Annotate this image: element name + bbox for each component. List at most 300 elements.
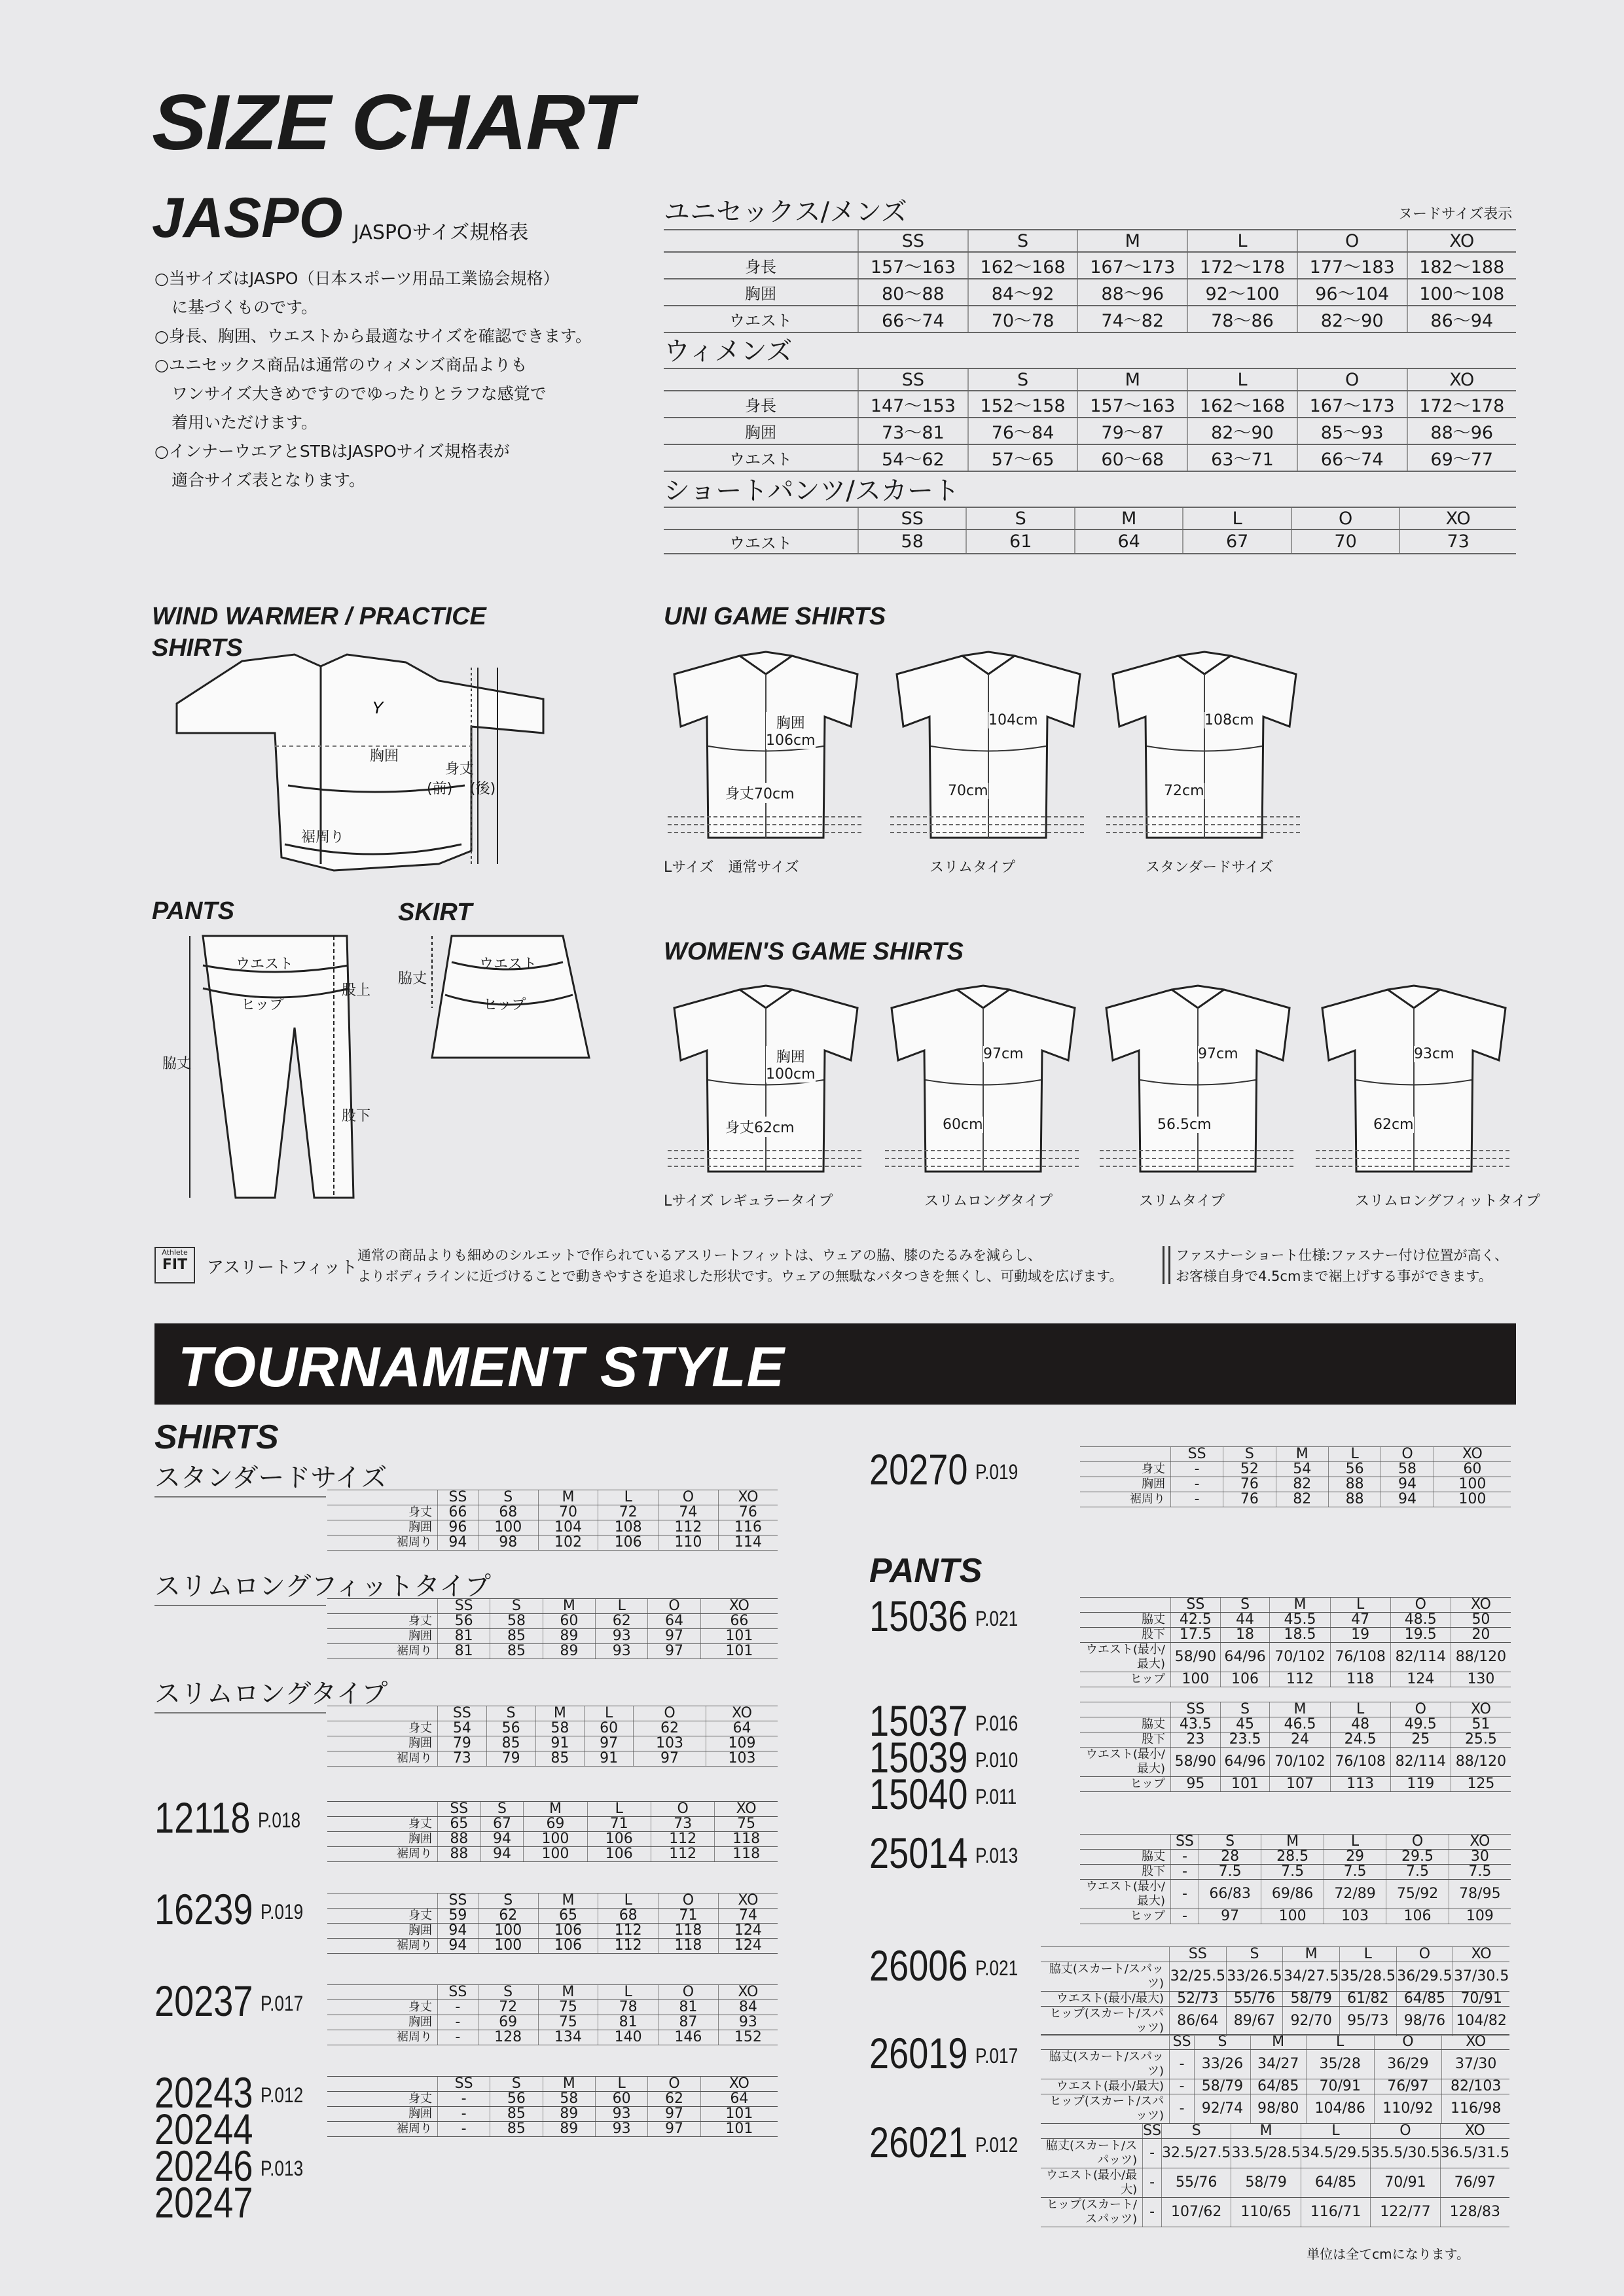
table-cell: 56 bbox=[1328, 1462, 1380, 1477]
product-code bbox=[154, 1977, 304, 2025]
product-number: 20270 bbox=[869, 1445, 968, 1494]
table-cell: 36/29.5 bbox=[1396, 1962, 1453, 1992]
page-ref: P.011 bbox=[975, 1785, 1017, 1808]
row-label: ヒップ bbox=[1080, 1672, 1171, 1687]
table-cell: 69～77 bbox=[1407, 444, 1516, 471]
table-row bbox=[1041, 1962, 1509, 1992]
table-row bbox=[327, 1721, 778, 1736]
table-cell: 71 bbox=[659, 1909, 719, 1924]
table-cell: 46.5 bbox=[1270, 1717, 1330, 1732]
header-blank bbox=[327, 1599, 438, 1614]
table-row bbox=[327, 1751, 778, 1767]
table-cell: 167～173 bbox=[1077, 252, 1187, 279]
table-cell: 92～100 bbox=[1187, 279, 1297, 306]
table-cell: - bbox=[1171, 1477, 1223, 1492]
size-header-row bbox=[1080, 1702, 1511, 1717]
table-cell: 100～108 bbox=[1407, 279, 1516, 306]
size-header: O bbox=[659, 1893, 719, 1909]
size-header: M bbox=[543, 1599, 595, 1614]
table-cell: 19.5 bbox=[1390, 1628, 1451, 1643]
size-header: SS bbox=[1170, 2035, 1195, 2050]
nude-size-label: ヌードサイズ表示 bbox=[1398, 206, 1513, 223]
table-cell: 60 bbox=[585, 1721, 634, 1736]
table-cell: 18.5 bbox=[1270, 1628, 1330, 1643]
table-cell: 32.5/27.5 bbox=[1162, 2139, 1231, 2168]
table-cell: 19 bbox=[1330, 1628, 1390, 1643]
table-cell: 28.5 bbox=[1261, 1850, 1324, 1865]
table-row bbox=[327, 2122, 778, 2137]
table-cell: - bbox=[1143, 2198, 1162, 2227]
table-cell: 89/67 bbox=[1226, 2007, 1283, 2036]
table-row bbox=[1041, 2079, 1509, 2094]
table-cell: 48 bbox=[1330, 1717, 1390, 1732]
page-ref: P.021 bbox=[975, 1956, 1019, 1980]
note-line: ワンサイズ大きめですのでゆったりとラフな感覚で bbox=[171, 384, 547, 403]
size-header: XO bbox=[700, 2077, 778, 2092]
product-number: 15037 bbox=[869, 1696, 968, 1745]
table-cell: 75 bbox=[538, 2000, 598, 2015]
table-cell: 62 bbox=[596, 1614, 648, 1629]
table-cell: 85 bbox=[535, 1751, 585, 1767]
table-cell: 81 bbox=[598, 2015, 659, 2030]
table-cell: 76 bbox=[718, 1505, 778, 1520]
row-label: ウエスト bbox=[664, 529, 858, 554]
table-cell: 109 bbox=[1449, 1909, 1511, 1924]
size-table bbox=[1041, 2123, 1509, 2227]
table-row bbox=[1080, 1880, 1511, 1909]
row-label: 裾周り bbox=[327, 1751, 438, 1767]
row-label: 胸囲 bbox=[664, 279, 858, 306]
table-cell: - bbox=[1171, 1865, 1199, 1880]
header-blank bbox=[327, 1706, 438, 1721]
table-row bbox=[1080, 1717, 1511, 1732]
size-header: S bbox=[1162, 2124, 1231, 2139]
table-cell: 122/77 bbox=[1371, 2198, 1440, 2227]
table-cell: 60 bbox=[595, 2092, 647, 2107]
table-cell: 101 bbox=[700, 1629, 778, 1644]
table-cell: 65 bbox=[438, 1817, 481, 1832]
size-header: XO bbox=[1451, 1598, 1511, 1613]
table-cell: 70/102 bbox=[1270, 1643, 1330, 1672]
pants-rise-label: 股上 bbox=[342, 982, 371, 999]
table-cell: 157～163 bbox=[858, 252, 968, 279]
size-header: M bbox=[1283, 1947, 1340, 1962]
table-cell: 79～87 bbox=[1077, 418, 1187, 444]
table-cell: 88 bbox=[438, 1832, 481, 1847]
table-cell: 112 bbox=[598, 1924, 659, 1939]
size-header: O bbox=[659, 1985, 719, 2000]
table-cell: 42.5 bbox=[1171, 1613, 1221, 1628]
size-header: S bbox=[1220, 1702, 1270, 1717]
table-cell: 147～153 bbox=[858, 391, 968, 418]
table-row bbox=[664, 306, 1516, 332]
fastener-icon bbox=[1163, 1246, 1170, 1284]
table-cell: 35/28 bbox=[1306, 2050, 1374, 2079]
table-cell: - bbox=[1171, 1880, 1199, 1909]
table-cell: 106 bbox=[587, 1847, 651, 1862]
wind-front-label: (前) bbox=[427, 781, 453, 797]
table-cell: 58/79 bbox=[1283, 1992, 1340, 2007]
game-shirt bbox=[890, 648, 1087, 876]
table-cell: 95/73 bbox=[1339, 2007, 1396, 2036]
table-cell: 86/64 bbox=[1170, 2007, 1227, 2036]
size-table bbox=[1041, 2034, 1509, 2124]
table-cell: - bbox=[1171, 1850, 1199, 1865]
table-row bbox=[664, 279, 1516, 306]
page-ref: P.013 bbox=[975, 1844, 1019, 1867]
table-cell: 103 bbox=[1324, 1909, 1386, 1924]
table-cell: 81 bbox=[659, 2000, 719, 2015]
row-label: 胸囲 bbox=[327, 1924, 438, 1939]
table-cell: 112 bbox=[1270, 1672, 1330, 1687]
table-row bbox=[327, 1817, 778, 1832]
wind-back-label: (後) bbox=[470, 781, 496, 797]
size-header: XO bbox=[718, 1985, 778, 2000]
table-cell: 72 bbox=[598, 1505, 659, 1520]
size-header: XO bbox=[1407, 230, 1516, 252]
table-cell: 65 bbox=[538, 1909, 598, 1924]
row-label: 身長 bbox=[664, 252, 858, 279]
table-cell: 89 bbox=[543, 2107, 595, 2122]
header-blank bbox=[327, 1802, 438, 1817]
size-header: O bbox=[1374, 2035, 1442, 2050]
size-header: L bbox=[585, 1706, 634, 1721]
size-header: SS bbox=[1171, 1447, 1223, 1462]
uni-game-shirts-title: UNI GAME SHIRTS bbox=[664, 603, 886, 630]
table-cell: 110 bbox=[659, 1535, 719, 1551]
table-cell: 104/86 bbox=[1306, 2094, 1374, 2124]
table-cell: 112 bbox=[651, 1832, 714, 1847]
table-cell: 146 bbox=[659, 2030, 719, 2045]
table-cell: 128 bbox=[478, 2030, 538, 2045]
page-ref: P.018 bbox=[257, 1808, 301, 1832]
row-label: 身丈 bbox=[327, 2000, 438, 2015]
row-label: 胸囲 bbox=[327, 2015, 438, 2030]
table-cell: 87 bbox=[659, 2015, 719, 2030]
row-label: 身丈 bbox=[327, 1505, 438, 1520]
table-cell: 106 bbox=[538, 1939, 598, 1954]
row-label: 股下 bbox=[1080, 1628, 1171, 1643]
table-cell: 116/71 bbox=[1301, 2198, 1370, 2227]
table-cell: 64 bbox=[706, 1721, 778, 1736]
table-row bbox=[327, 2015, 778, 2030]
size-header: SS bbox=[438, 1802, 481, 1817]
size-header-row bbox=[327, 1490, 778, 1505]
athlete-fit-badge bbox=[154, 1247, 195, 1283]
jaspo-heading: JASPO bbox=[152, 187, 343, 249]
table-cell: 7.5 bbox=[1449, 1865, 1511, 1880]
table-cell: 88～96 bbox=[1077, 279, 1187, 306]
table-cell: 110/92 bbox=[1374, 2094, 1442, 2124]
header-blank bbox=[1080, 1447, 1171, 1462]
row-label: ヒップ(スカート/スパッツ) bbox=[1041, 2198, 1143, 2227]
size-header: O bbox=[1381, 1447, 1434, 1462]
unisex-title: ユニセックス/メンズ bbox=[664, 197, 907, 227]
product-number: 16239 bbox=[154, 1885, 253, 1933]
size-header: SS bbox=[438, 1490, 478, 1505]
table-row bbox=[327, 1629, 778, 1644]
size-header: O bbox=[648, 1599, 700, 1614]
table-cell: 97 bbox=[648, 2107, 700, 2122]
table-cell: 113 bbox=[1330, 1777, 1390, 1792]
row-label: 脇丈(スカート/スパッツ) bbox=[1041, 2050, 1170, 2079]
skirt-diagram-title: SKIRT bbox=[398, 899, 473, 926]
row-label: ウエスト(最小/最大) bbox=[1041, 2079, 1170, 2094]
skirt-length-label: 脇丈 bbox=[398, 971, 427, 987]
table-cell: 93 bbox=[595, 2122, 647, 2137]
table-cell: 7.5 bbox=[1386, 1865, 1449, 1880]
pants-heading: PANTS bbox=[869, 1552, 983, 1590]
shirt-chest-label: 胸囲 100cm bbox=[766, 1046, 816, 1083]
table-cell: 89 bbox=[543, 1644, 595, 1659]
size-header: M bbox=[1270, 1598, 1330, 1613]
table-row bbox=[327, 1909, 778, 1924]
size-header: O bbox=[651, 1802, 714, 1817]
size-header: XO bbox=[706, 1706, 778, 1721]
table-cell: 92/70 bbox=[1283, 2007, 1340, 2036]
table-cell: 44 bbox=[1220, 1613, 1270, 1628]
table-cell: 82～90 bbox=[1187, 418, 1297, 444]
table-cell: 116/98 bbox=[1442, 2094, 1509, 2124]
table-cell: 100 bbox=[524, 1847, 587, 1862]
table-cell: 78 bbox=[598, 2000, 659, 2015]
table-cell: 152～158 bbox=[968, 391, 1078, 418]
size-header: L bbox=[1330, 1702, 1390, 1717]
table-cell: 101 bbox=[700, 2107, 778, 2122]
size-header: SS bbox=[438, 1985, 478, 2000]
table-cell: 34/27.5 bbox=[1283, 1962, 1340, 1992]
size-header: SS bbox=[438, 2077, 490, 2092]
shirt-length-label: 62cm bbox=[1373, 1117, 1414, 1133]
size-header: XO bbox=[1434, 1447, 1511, 1462]
table-cell: 162～168 bbox=[1187, 391, 1297, 418]
tournament-banner bbox=[154, 1323, 1516, 1405]
table-cell: 94 bbox=[1381, 1477, 1434, 1492]
table-cell: 81 bbox=[438, 1629, 490, 1644]
row-label: 胸囲 bbox=[327, 1520, 438, 1535]
table-cell: 69 bbox=[478, 2015, 538, 2030]
size-header: SS bbox=[858, 230, 968, 252]
size-header: O bbox=[1390, 1702, 1451, 1717]
table-cell: 98/76 bbox=[1396, 2007, 1453, 2036]
size-header: L bbox=[1324, 1835, 1386, 1850]
size-header: S bbox=[478, 1985, 538, 2000]
size-header: XO bbox=[1407, 368, 1516, 391]
table-cell: 124 bbox=[718, 1939, 778, 1954]
table-cell: 114 bbox=[718, 1535, 778, 1551]
product-code bbox=[869, 1941, 1019, 1990]
table-cell: 100 bbox=[1171, 1672, 1221, 1687]
table-cell: 91 bbox=[535, 1736, 585, 1751]
table-cell: 54 bbox=[1276, 1462, 1328, 1477]
table-cell: 162～168 bbox=[968, 252, 1078, 279]
skirt-waist-label: ウエスト bbox=[479, 956, 537, 973]
row-label: 胸囲 bbox=[327, 1832, 438, 1847]
size-table bbox=[1080, 1834, 1511, 1924]
table-row bbox=[1080, 1672, 1511, 1687]
table-cell: 58 bbox=[543, 2092, 595, 2107]
table-cell: 78/95 bbox=[1449, 1880, 1511, 1909]
table-cell: 62 bbox=[634, 1721, 706, 1736]
table-row bbox=[1080, 1850, 1511, 1865]
size-header: S bbox=[490, 2077, 543, 2092]
table-row bbox=[327, 1644, 778, 1659]
table-cell: 64/85 bbox=[1301, 2168, 1370, 2198]
womens-table bbox=[664, 368, 1516, 472]
table-cell: 100 bbox=[524, 1832, 587, 1847]
table-row bbox=[1080, 1909, 1511, 1924]
table-cell: 18 bbox=[1220, 1628, 1270, 1643]
size-header-row bbox=[664, 230, 1516, 252]
table-cell: 55/76 bbox=[1226, 1992, 1283, 2007]
size-header: SS bbox=[858, 507, 966, 529]
table-row bbox=[1080, 1777, 1511, 1792]
row-label: ヒップ(スカート/スパッツ) bbox=[1041, 2007, 1170, 2036]
row-label: 股下 bbox=[1080, 1865, 1171, 1880]
table-cell: 70/102 bbox=[1270, 1748, 1330, 1777]
table-cell: 94 bbox=[480, 1847, 524, 1862]
table-cell: 85～93 bbox=[1297, 418, 1407, 444]
product-number: 25014 bbox=[869, 1829, 968, 1877]
table-cell: 79 bbox=[438, 1736, 487, 1751]
table-row bbox=[327, 1924, 778, 1939]
table-cell: 67 bbox=[480, 1817, 524, 1832]
size-header: O bbox=[1291, 507, 1399, 529]
size-header-row bbox=[327, 1706, 778, 1721]
size-header: M bbox=[543, 2077, 595, 2092]
row-label: 身丈 bbox=[327, 1614, 438, 1629]
shirt-length-label: 身丈70cm bbox=[725, 783, 795, 803]
shirt-chest-label: 108cm bbox=[1204, 712, 1254, 728]
size-header: M bbox=[1261, 1835, 1324, 1850]
table-cell: 103 bbox=[706, 1751, 778, 1767]
shirt-caption: スリムタイプ bbox=[929, 859, 1015, 876]
table-cell: 60～68 bbox=[1077, 444, 1187, 471]
size-header-row bbox=[1080, 1598, 1511, 1613]
product-number: 20243 bbox=[154, 2068, 253, 2117]
table-cell: 94 bbox=[438, 1924, 478, 1939]
product-code bbox=[154, 1793, 301, 1842]
table-cell: 85 bbox=[490, 1644, 543, 1659]
table-cell: 107/62 bbox=[1162, 2198, 1231, 2227]
table-cell: 76/108 bbox=[1330, 1748, 1390, 1777]
table-cell: 55/76 bbox=[1162, 2168, 1231, 2198]
table-row bbox=[327, 1505, 778, 1520]
game-shirt bbox=[1100, 982, 1296, 1210]
table-cell: 118 bbox=[659, 1939, 719, 1954]
table-cell: 75 bbox=[715, 1817, 778, 1832]
table-cell: 61 bbox=[966, 529, 1074, 554]
wind-hem-label: 裾周り bbox=[301, 829, 345, 846]
table-cell: 98 bbox=[478, 1535, 538, 1551]
footnote: 単位は全てcmになります。 bbox=[1307, 2246, 1470, 2262]
table-row bbox=[1080, 1643, 1511, 1672]
note-line: 適合サイズ表となります。 bbox=[171, 471, 366, 490]
table-cell: 124 bbox=[1390, 1672, 1451, 1687]
table-row bbox=[1080, 1865, 1511, 1880]
table-cell: 82/103 bbox=[1442, 2079, 1509, 2094]
size-header: M bbox=[1077, 368, 1187, 391]
table-cell: 37/30.5 bbox=[1453, 1962, 1509, 1992]
size-header: S bbox=[486, 1706, 535, 1721]
table-cell: 85 bbox=[490, 1629, 543, 1644]
row-label: 脇丈 bbox=[1080, 1717, 1171, 1732]
table-cell: 116 bbox=[718, 1520, 778, 1535]
table-cell: 34/27 bbox=[1250, 2050, 1306, 2079]
table-cell: 25.5 bbox=[1451, 1732, 1511, 1748]
size-header: L bbox=[1187, 230, 1297, 252]
table-cell: 58 bbox=[858, 529, 966, 554]
table-cell: 177～183 bbox=[1297, 252, 1407, 279]
athlete-fit-badge-small: Athlete bbox=[162, 1248, 188, 1257]
table-row bbox=[327, 2030, 778, 2045]
table-cell: 97 bbox=[1199, 1909, 1261, 1924]
table-cell: 64 bbox=[700, 2092, 778, 2107]
table-cell: 93 bbox=[718, 2015, 778, 2030]
page-ref: P.012 bbox=[260, 2083, 304, 2107]
table-cell: 91 bbox=[585, 1751, 634, 1767]
table-row bbox=[1080, 1477, 1511, 1492]
table-cell: 82～90 bbox=[1297, 306, 1407, 332]
table-cell: 64/96 bbox=[1220, 1643, 1270, 1672]
shirt-length-label: 70cm bbox=[948, 783, 988, 799]
page-ref: P.010 bbox=[975, 1748, 1019, 1772]
header-blank bbox=[1080, 1835, 1171, 1850]
table-cell: - bbox=[1170, 2050, 1195, 2079]
jaspo-subtitle: JASPOサイズ規格表 bbox=[353, 221, 529, 244]
table-cell: 33.5/28.5 bbox=[1231, 2139, 1301, 2168]
product-code bbox=[869, 1829, 1019, 1877]
page-ref: P.021 bbox=[975, 1607, 1019, 1630]
table-cell: 94 bbox=[1381, 1492, 1434, 1507]
table-cell: 70/91 bbox=[1453, 1992, 1509, 2007]
table-cell: 118 bbox=[1330, 1672, 1390, 1687]
wind-length-label: 身丈 bbox=[445, 761, 475, 778]
table-cell: 58/79 bbox=[1231, 2168, 1301, 2198]
table-cell: 52/73 bbox=[1170, 1992, 1227, 2007]
table-cell: 100 bbox=[1434, 1492, 1511, 1507]
size-header: L bbox=[1301, 2124, 1370, 2139]
table-cell: 58 bbox=[1381, 1462, 1434, 1477]
table-cell: 7.5 bbox=[1324, 1865, 1386, 1880]
table-cell: 23.5 bbox=[1220, 1732, 1270, 1748]
table-cell: 104/82 bbox=[1453, 2007, 1509, 2036]
size-header: S bbox=[1199, 1835, 1261, 1850]
table-cell: 152 bbox=[718, 2030, 778, 2045]
size-header: M bbox=[1250, 2035, 1306, 2050]
size-header: L bbox=[598, 1985, 659, 2000]
size-header-row bbox=[327, 1599, 778, 1614]
table-cell: 88/120 bbox=[1451, 1748, 1511, 1777]
size-table bbox=[327, 1706, 778, 1767]
table-cell: 100 bbox=[478, 1924, 538, 1939]
table-row bbox=[327, 1736, 778, 1751]
row-label: ヒップ bbox=[1080, 1909, 1171, 1924]
row-label: 脇丈(スカート/スパッツ) bbox=[1041, 2139, 1143, 2168]
size-header: XO bbox=[1399, 507, 1516, 529]
game-shirt bbox=[1106, 648, 1303, 876]
table-cell: 35/28.5 bbox=[1339, 1962, 1396, 1992]
note-line: に基づくものです。 bbox=[171, 298, 318, 317]
product-number: 20246 bbox=[154, 2142, 253, 2190]
header-blank bbox=[664, 230, 858, 252]
header-blank bbox=[664, 368, 858, 391]
wind-warmer-title: WIND WARMER / PRACTICE SHIRTS bbox=[152, 603, 486, 662]
table-cell: 89 bbox=[543, 1629, 595, 1644]
table-cell: 17.5 bbox=[1171, 1628, 1221, 1643]
table-cell: 88～96 bbox=[1407, 418, 1516, 444]
product-code bbox=[869, 2118, 1019, 2166]
